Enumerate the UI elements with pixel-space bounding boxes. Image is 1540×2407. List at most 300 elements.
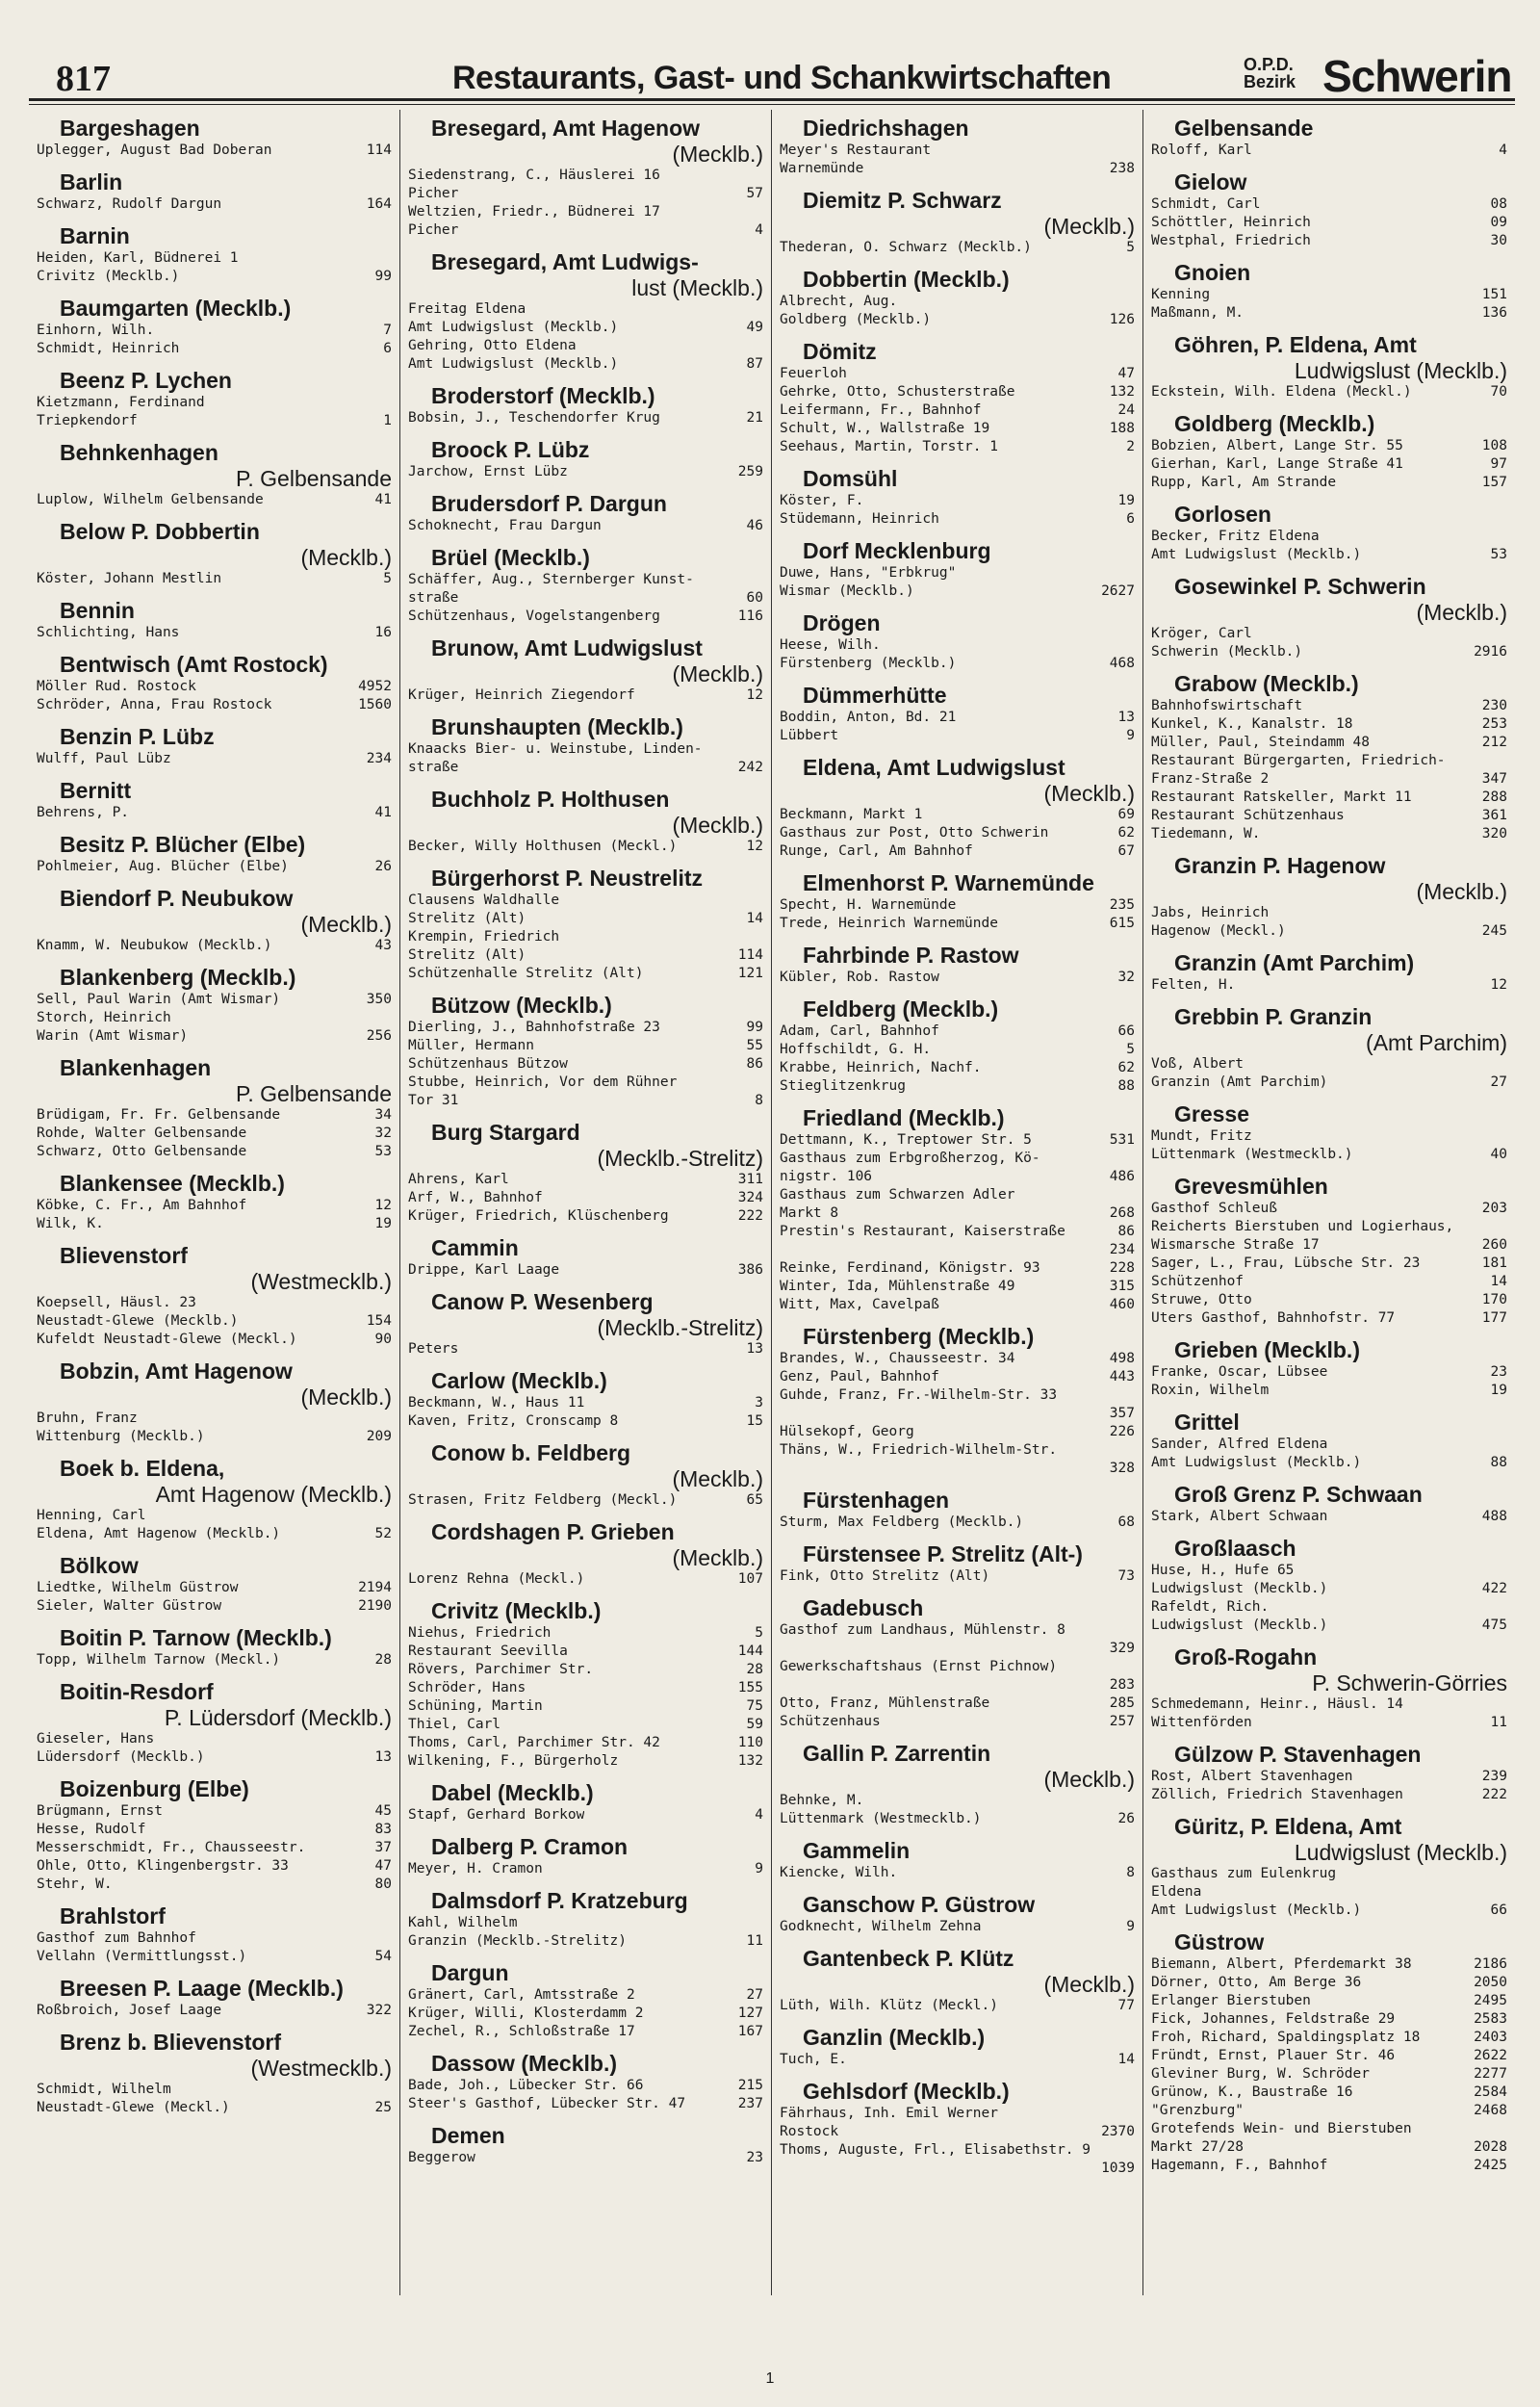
phone-number: 37 (374, 1840, 392, 1855)
place-section (408, 431, 763, 481)
listing-text: Huse, H., Hufe 65 (1151, 1563, 1295, 1578)
place-name: Broderstorf (Mecklb.) (431, 383, 655, 408)
place-name: Eldena, Amt Ludwigslust (803, 755, 1065, 780)
place-subtitle: P. Schwerin-Görries (1312, 1670, 1507, 1695)
place-subtitle: (Mecklb.) (300, 1385, 392, 1410)
listing-entry (408, 1661, 763, 1679)
phone-number: 203 (1481, 1201, 1507, 1216)
listing-entry (37, 2099, 392, 2117)
listing-text: Ohle, Otto, Klingenbergstr. 33 (37, 1858, 289, 1874)
listing-text: Jabs, Heinrich (1151, 905, 1270, 920)
listing-text: Fründt, Ernst, Plauer Str. 46 (1151, 2048, 1396, 2063)
listing-entry (37, 2002, 392, 2020)
listing-entry (1151, 1598, 1507, 1617)
listing-entry (1151, 1883, 1507, 1902)
place-section (37, 880, 392, 955)
phone-number: 209 (366, 1429, 392, 1444)
listing-entry (1151, 625, 1507, 643)
place-section (1151, 110, 1507, 160)
listing-text: Stehr, W. (37, 1876, 113, 1892)
listing-text: Gieseler, Hans (37, 1731, 155, 1747)
listing-text: Tiedemann, W. (1151, 826, 1261, 841)
place-section (408, 1828, 763, 1878)
phone-number: 234 (366, 751, 392, 766)
listing-entry (37, 249, 392, 268)
listing-text: Reinke, Ferdinand, Königstr. 93 (780, 1260, 1040, 1276)
phone-number: 488 (1481, 1509, 1507, 1524)
bezirk-label: Bezirk (1244, 72, 1296, 91)
listing-entry (780, 438, 1135, 456)
listing-text: Hesse, Rudolf (37, 1822, 146, 1837)
place-name: Boitin-Resdorf (60, 1679, 214, 1704)
phone-number: 108 (1481, 438, 1507, 453)
phone-number: 107 (737, 1571, 763, 1587)
place-name: Conow b. Feldberg (431, 1440, 630, 1465)
listing-entry (37, 322, 392, 340)
place-name: Drögen (803, 610, 881, 635)
phone-number: 116 (737, 608, 763, 624)
phone-number: 245 (1481, 923, 1507, 939)
listing-entry (37, 937, 392, 955)
listing-text: Restaurant Schützenhaus (1151, 808, 1345, 823)
listing-text: Schöttler, Heinrich (1151, 215, 1311, 230)
listing-text: straße (408, 760, 459, 775)
listing-text: Hülsekopf, Georg (780, 1424, 914, 1439)
listing-text: Stark, Albert Schwaan (1151, 1509, 1328, 1524)
place-section (37, 718, 392, 768)
listing-entry (780, 420, 1135, 438)
phone-number: 2584 (1474, 2084, 1507, 2100)
place-section (408, 1283, 763, 1359)
listing-text: Krempin, Friedrich (408, 929, 560, 945)
listing-entry (780, 1441, 1135, 1460)
phone-number: 328 (1109, 1461, 1135, 1476)
place-subtitle: Amt Hagenow (Mecklb.) (155, 1482, 392, 1507)
listing-entry (780, 383, 1135, 401)
listing-text: Grünow, K., Baustraße 16 (1151, 2084, 1353, 2100)
listing-entry (780, 1241, 1135, 1259)
listing-entry (780, 1918, 1135, 1936)
listing-text: Becker, Willy Holthusen (Meckl.) (408, 839, 678, 854)
listing-text: Schäffer, Aug., Sternberger Kunst- (408, 572, 694, 587)
place-subtitle: (Amt Parchim) (1366, 1030, 1507, 1055)
place-section (37, 826, 392, 876)
directory-column (772, 110, 1143, 2295)
listing-entry (780, 1350, 1135, 1368)
listing-text: Krabbe, Heinrich, Nachf. (780, 1060, 982, 1075)
listing-text: Kietzmann, Ferdinand (37, 395, 205, 410)
listing-text: Felten, H. (1151, 977, 1236, 993)
phone-number: 23 (1490, 1364, 1507, 1380)
listing-entry (1151, 2157, 1507, 2175)
listing-text: Neustadt-Glewe (Meckl.) (37, 2100, 230, 2115)
place-section (37, 110, 392, 160)
listing-entry (408, 300, 763, 319)
listing-text: Gehrke, Otto, Schusterstraße (780, 384, 1015, 400)
place-name: Brunshaupten (Mecklb.) (431, 714, 683, 739)
listing-entry (1151, 1200, 1507, 1218)
place-name: Bobzin, Amt Hagenow (60, 1359, 293, 1384)
listing-entry (37, 2081, 392, 2099)
phone-number: 181 (1481, 1255, 1507, 1271)
listing-entry (37, 1948, 392, 1966)
phone-number: 215 (737, 2078, 763, 2093)
listing-text: Schult, W., Wallstraße 19 (780, 421, 990, 436)
phone-number: 62 (1117, 825, 1135, 841)
place-name: Gresse (1174, 1101, 1250, 1126)
listing-text: Struwe, Otto (1151, 1292, 1252, 1307)
place-name: Brenz b. Blievenstorf (60, 2030, 282, 2055)
listing-entry (408, 1340, 763, 1359)
listing-text: Schwerin (Mecklb.) (1151, 644, 1303, 660)
listing-entry (1151, 2065, 1507, 2083)
listing-entry (1151, 1436, 1507, 1454)
listing-entry (1151, 807, 1507, 825)
listing-text: Restaurant Ratskeller, Markt 11 (1151, 789, 1412, 805)
place-name: Goldberg (Mecklb.) (1174, 411, 1375, 436)
phone-number: 2186 (1474, 1956, 1507, 1972)
place-name: Brüel (Mecklb.) (431, 545, 590, 570)
phone-number: 443 (1109, 1369, 1135, 1385)
place-name: Cammin (431, 1235, 519, 1260)
phone-number: 132 (1109, 384, 1135, 400)
place-name: Dabel (Mecklb.) (431, 1780, 594, 1805)
phone-number: 6 (1126, 511, 1135, 527)
phone-number: 13 (746, 1341, 763, 1357)
place-section (780, 937, 1135, 987)
listing-entry (1151, 1617, 1507, 1635)
phone-number: 1 (383, 413, 392, 428)
listing-entry (780, 1658, 1135, 1676)
phone-number: 32 (1117, 970, 1135, 985)
phone-number: 14 (746, 911, 763, 926)
listing-text: Kaven, Fritz, Cronscamp 8 (408, 1413, 619, 1429)
listing-text: Siedenstrang, C., Häuslerei 16 (408, 168, 660, 183)
place-section (1151, 1808, 1507, 1920)
place-subtitle: lust (Mecklb.) (631, 275, 763, 300)
listing-entry (780, 1514, 1135, 1532)
listing-entry (37, 1597, 392, 1616)
place-name: Diemitz P. Schwarz (803, 188, 1002, 213)
listing-entry (780, 365, 1135, 383)
listing-entry (780, 1223, 1135, 1241)
listing-text: Gränert, Carl, Amtsstraße 2 (408, 1987, 635, 2003)
listing-entry (780, 1059, 1135, 1077)
phone-number: 27 (746, 1987, 763, 2003)
listing-text: Hoffschildt, G. H. (780, 1042, 932, 1057)
phone-number: 40 (1490, 1147, 1507, 1162)
listing-entry (1151, 1768, 1507, 1786)
listing-text: Amt Ludwigslust (Mecklb.) (1151, 547, 1362, 562)
listing-entry (1151, 715, 1507, 734)
listing-entry (780, 709, 1135, 727)
listing-text: Pohlmeier, Aug. Blücher (Elbe) (37, 859, 289, 874)
listing-entry (780, 1864, 1135, 1882)
listing-entry (780, 1204, 1135, 1223)
phone-number: 8 (755, 1093, 763, 1108)
listing-text: Brüdigam, Fr. Fr. Gelbensande (37, 1107, 281, 1123)
listing-entry (37, 991, 392, 1009)
phone-number: 16 (374, 625, 392, 640)
place-subtitle: Ludwigslust (Mecklb.) (1294, 358, 1507, 383)
place-subtitle: Ludwigslust (Mecklb.) (1294, 1840, 1507, 1865)
listing-entry (780, 1810, 1135, 1828)
place-section (1151, 847, 1507, 941)
place-section (37, 1898, 392, 1966)
listing-entry (408, 946, 763, 965)
place-section (37, 434, 392, 509)
place-name: Elmenhorst P. Warnemünde (803, 870, 1094, 895)
phone-number: 222 (737, 1208, 763, 1224)
phone-number: 1560 (358, 697, 392, 712)
listing-text: Sager, L., Frau, Lübsche Str. 23 (1151, 1255, 1421, 1271)
place-section (408, 2117, 763, 2167)
place-section (408, 244, 763, 374)
listing-entry (408, 1752, 763, 1771)
phone-number: 88 (1117, 1078, 1135, 1094)
place-name: Granzin P. Hagenow (1174, 853, 1386, 878)
phone-number: 151 (1481, 287, 1507, 302)
phone-number: 11 (1490, 1715, 1507, 1730)
place-name: Burg Stargard (431, 1120, 580, 1145)
listing-entry (408, 1932, 763, 1951)
listing-entry (37, 1197, 392, 1215)
place-name: Friedland (Mecklb.) (803, 1105, 1005, 1130)
place-section (780, 2019, 1135, 2069)
listing-text: Kröger, Carl (1151, 626, 1252, 641)
opd-abbrev: O.P.D. (1244, 55, 1294, 74)
listing-entry (408, 1697, 763, 1716)
listing-text: Warin (Amt Wismar) (37, 1028, 189, 1044)
listing-entry (408, 1074, 763, 1092)
place-section (408, 630, 763, 705)
listing-entry (408, 1019, 763, 1037)
listing-entry (780, 564, 1135, 582)
listing-entry (408, 740, 763, 759)
page-title: Restaurants, Gast- und Schankwirtschaften (452, 60, 1112, 96)
listing-text: Strelitz (Alt) (408, 947, 526, 963)
listing-entry (37, 1507, 392, 1525)
place-name: Boizenburg (Elbe) (60, 1776, 249, 1801)
directory-column (1143, 110, 1515, 2295)
listing-text: Heese, Wilh. (780, 637, 881, 653)
place-subtitle: (Mecklb.) (300, 545, 392, 570)
listing-text: Brandes, W., Chausseestr. 34 (780, 1351, 1015, 1366)
phone-number: 283 (1109, 1677, 1135, 1693)
place-name: Barnin (60, 223, 130, 248)
place-name: Granzin (Amt Parchim) (1174, 950, 1415, 975)
listing-text: Gasthof Schleuß (1151, 1201, 1277, 1216)
listing-entry (37, 340, 392, 358)
place-section (780, 749, 1135, 861)
place-section (780, 1536, 1135, 1586)
listing-entry (1151, 789, 1507, 807)
listing-text: Reicherts Bierstuben und Logierhaus, (1151, 1219, 1454, 1234)
place-section (37, 772, 392, 822)
listing-entry (1151, 825, 1507, 843)
listing-entry (37, 750, 392, 768)
place-section (37, 513, 392, 588)
listing-entry (780, 824, 1135, 842)
phone-number: 311 (737, 1172, 763, 1187)
listing-text: Becker, Fritz Eldena (1151, 529, 1320, 544)
place-section (780, 1100, 1135, 1314)
phone-number: 2194 (358, 1580, 392, 1595)
place-section (780, 1318, 1135, 1478)
place-section (408, 1774, 763, 1825)
listing-entry (780, 142, 1135, 160)
listing-text: Krüger, Willi, Klosterdamm 2 (408, 2006, 644, 2021)
listing-text: Bruhn, Franz (37, 1411, 138, 1426)
listing-entry (408, 463, 763, 481)
listing-entry (37, 1821, 392, 1839)
phone-number: 167 (737, 2024, 763, 2039)
listing-entry (1151, 697, 1507, 715)
listing-entry (37, 696, 392, 714)
listing-entry (408, 1734, 763, 1752)
place-name: Blankensee (Mecklb.) (60, 1171, 285, 1196)
place-section (37, 1165, 392, 1233)
place-section (1151, 568, 1507, 661)
listing-text: Stieglitzenkrug (780, 1078, 906, 1094)
phone-number: 52 (374, 1526, 392, 1541)
listing-text: Schröder, Anna, Frau Rostock (37, 697, 272, 712)
listing-text: Drippe, Karl Laage (408, 1262, 560, 1278)
place-section (780, 1940, 1135, 2015)
place-name: Cordshagen P. Grieben (431, 1519, 675, 1544)
listing-text: Bahnhofswirtschaft (1151, 698, 1303, 713)
listing-text: Thoms, Auguste, Frl., Elisabethstr. 9 (780, 2142, 1091, 2158)
listing-entry (408, 2149, 763, 2167)
listing-text: Leifermann, Fr., Bahnhof (780, 402, 982, 418)
listing-text: Bobzien, Albert, Lange Str. 55 (1151, 438, 1403, 453)
page-footer-mark: 1 (765, 2370, 775, 2387)
listing-text: Genz, Paul, Bahnhof (780, 1369, 939, 1385)
listing-text: Seehaus, Martin, Torstr. 1 (780, 439, 998, 454)
listing-entry (1151, 474, 1507, 492)
listing-text: Bade, Joh., Lübecker Str. 66 (408, 2078, 644, 2093)
listing-entry (37, 1857, 392, 1876)
phone-number: 9 (755, 1861, 763, 1876)
listing-text: Tor 31 (408, 1093, 459, 1108)
place-name: Benzin P. Lübz (60, 724, 215, 749)
listing-text: Hagemann, F., Bahnhof (1151, 2158, 1328, 2173)
phone-number: 228 (1109, 1260, 1135, 1276)
place-name: Dorf Mecklenburg (803, 538, 991, 563)
listing-entry (780, 2123, 1135, 2141)
listing-entry (780, 1567, 1135, 1586)
listing-text: Kenning (1151, 287, 1211, 302)
listing-entry (1151, 1695, 1507, 1714)
place-subtitle: (Mecklb.-Strelitz) (597, 1315, 763, 1340)
listing-text: Müller, Hermann (408, 1038, 534, 1053)
listing-entry (37, 1106, 392, 1125)
listing-entry (1151, 2083, 1507, 2102)
place-name: Gelbensande (1174, 116, 1314, 141)
place-section (1151, 1476, 1507, 1526)
listing-entry (780, 1168, 1135, 1186)
phone-number: 242 (737, 760, 763, 775)
place-name: Güstrow (1174, 1929, 1265, 1954)
place-section (408, 1592, 763, 1771)
phone-number: 288 (1481, 789, 1507, 805)
place-name: Göhren, P. Eldena, Amt (1174, 332, 1417, 357)
listing-text: Rafeldt, Rich. (1151, 1599, 1270, 1615)
listing-text: Köster, F. (780, 493, 864, 508)
phone-number: 2583 (1474, 2011, 1507, 2027)
phone-number: 2425 (1474, 2158, 1507, 2173)
listing-entry (1151, 1074, 1507, 1092)
listing-entry (408, 1914, 763, 1932)
listing-text: Thiel, Carl (408, 1717, 501, 1732)
listing-entry (408, 1171, 763, 1189)
listing-entry (37, 678, 392, 696)
listing-entry (1151, 1562, 1507, 1580)
listing-entry (1151, 2010, 1507, 2029)
phone-number: 69 (1117, 807, 1135, 822)
place-name: Dargun (431, 1960, 509, 1985)
listing-text: Erlanger Bierstuben (1151, 1993, 1311, 2008)
listing-entry (37, 804, 392, 822)
listing-entry (408, 2095, 763, 2113)
phone-number: 32 (374, 1126, 392, 1141)
listing-text: Henning, Carl (37, 1508, 146, 1523)
listing-entry (780, 915, 1135, 933)
listing-entry (1151, 214, 1507, 232)
listing-entry (408, 203, 763, 221)
listing-text: Storch, Heinrich (37, 1010, 171, 1025)
place-name: Bresegard, Amt Ludwigs- (431, 249, 699, 274)
listing-entry (1151, 1291, 1507, 1309)
listing-text: Krüger, Heinrich Ziegendorf (408, 687, 635, 703)
listing-entry (1151, 904, 1507, 922)
place-name: Dömitz (803, 339, 877, 364)
listing-entry (37, 142, 392, 160)
phone-number: 5 (1126, 240, 1135, 255)
listing-entry (780, 1792, 1135, 1810)
listing-text: Gasthaus zum Eulenkrug (1151, 1866, 1337, 1881)
place-section (408, 709, 763, 777)
place-name: Groß Grenz P. Schwaan (1174, 1482, 1423, 1507)
listing-text: Eldena (1151, 1884, 1202, 1900)
listing-text: Beggerow (408, 2150, 475, 2165)
phone-number: 460 (1109, 1297, 1135, 1312)
listing-entry (780, 2051, 1135, 2069)
listing-text: Köbke, C. Fr., Am Bahnhof (37, 1198, 247, 1213)
listing-entry (408, 2023, 763, 2041)
listing-text: Albrecht, Aug. (780, 294, 898, 309)
place-section (408, 1362, 763, 1431)
listing-entry (37, 1027, 392, 1046)
place-name: Bargeshagen (60, 116, 200, 141)
listing-text: Lüttenmark (Westmecklb.) (1151, 1147, 1353, 1162)
place-section (780, 677, 1135, 745)
listing-text: Wismarsche Straße 17 (1151, 1237, 1320, 1253)
listing-entry (408, 1189, 763, 1207)
place-section (780, 182, 1135, 257)
place-section (1151, 665, 1507, 843)
phone-number: 498 (1109, 1351, 1135, 1366)
phone-number: 25 (374, 2100, 392, 2115)
listing-text: Sell, Paul Warin (Amt Wismar) (37, 992, 281, 1007)
listing-entry (37, 1428, 392, 1446)
place-section (408, 377, 763, 427)
place-name: Grieben (Mecklb.) (1174, 1337, 1360, 1362)
listing-entry (37, 491, 392, 509)
listing-entry (37, 1294, 392, 1312)
listing-text: Gasthaus zum Schwarzen Adler (780, 1187, 1015, 1203)
place-section (1151, 405, 1507, 492)
